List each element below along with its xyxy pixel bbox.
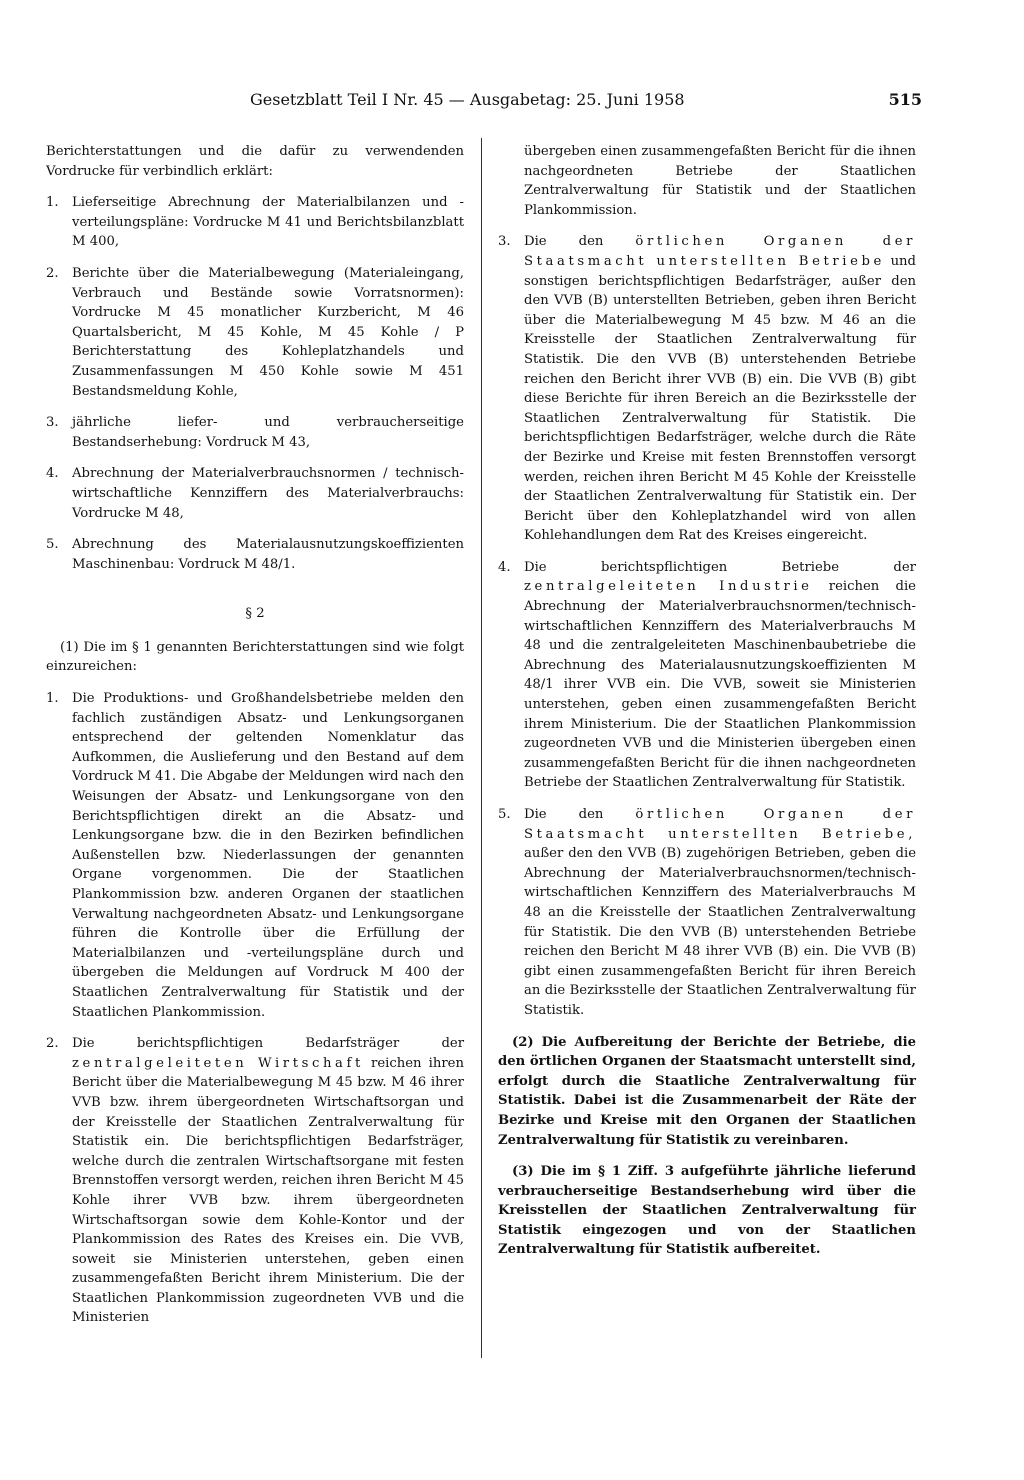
item-text-pre: Die den [524,807,604,822]
item-text: Abrechnung der Materialverbrauchsnormen / technisch-wirtschaftliche Kennziffern des Materialverbrauchs: Vordrucke M 48, [72,466,464,521]
paragraph-2: (2) Die Aufbereitung der Berichte der Betriebe, die den örtlichen Organen der Staatsmacht unterstellt sind, erfolgt durch die Staatliche Zentralverwaltung für Statistik. Dabei ist die Zusammenarbeit der Räte der Bezirke und Kreise mit den Organen der Staatlichen Zentralverwaltung für Statistik zu vereinbaren. [498,1034,916,1148]
item-text-post: und sonstigen berichtspflichtigen Bedarfsträger, außer den den VVB (B) unterstellten Betrieben, geben ihren Bericht über die Materialbewegung M 45 bzw. M 46 an die Kreisstelle der Staatlichen Zentralverwaltung für Statistik. Die den VVB (B) unterstehenden Betriebe reichen den Bericht ihrer VVB (B) ein. Die VVB (B) gibt diese Berichte für ihren Bereich an die Bezirksstelle der Staatlichen Zentralverwaltung für Statistik. Die berichtspflichtigen Bedarfsträger, welche durch die Räte der Bezirke und Kreise mit festen Brennstoffen versorgt werden, reichen ihren Bericht M 45 Kohle der Kreisstelle der Staatlichen Zentralverwaltung für Statistik ein. Der Bericht über den Kohleplatzhandel wird von allen Kohlehandlungen dem Rat des Kreises eingereicht. [524,253,916,544]
list-item [498,558,916,793]
section-heading: § 2 [245,606,265,622]
item-text-spaced: zentralgeleiteten Industrie [524,579,813,595]
item-number: 3. [498,234,511,250]
item-text: Abrechnung des Materialausnutzungskoeffizienten Maschinenbau: Vordruck M 48/1. [72,537,464,572]
item-text-post: reichen ihren Bericht über die Materialbewegung M 45 bzw. M 46 ihrer VVB bzw. ihrem übergeordneten Wirtschaftsorgan und der Kreisstelle der Staatlichen Zentralverwaltung für Statistik ein. Die berichtspflichtigen Bedarfsträger, welche durch die zentralen Wirtschaftsorgane mit festen Brennstoffen versorgt werden, reichen ihren Bericht M 45 Kohle ihrer VVB bzw. ihrem übergeordneten Wirtschaftsorgan sowie dem Kohle-Kontor und der Plankommission des Rates des Kreises ein. Die VVB, soweit sie Ministerien unterstehen, geben einen zusammengefaßten Bericht ihrem Ministerium. Die der Staatlichen Plankommission zugeordneten VVB und die Ministerien [72,1055,464,1326]
item-text: Die Produktions- und Großhandelsbetriebe melden den fachlich zuständigen Absatz- und Lenkungsorganen entsprechend der geltenden Nomenklatur das Aufkommen, die Auslieferung und den Bestand auf dem Vordruck M 41. Die Abgabe der Meldungen wird nach den Weisungen der Absatz- und Lenkungsorgane von den Berichtspflichtigen direkt an die Absatz- und Lenkungsorgane bzw. die in den Bezirken befindlichen Außenstellen bzw. Niederlassungen der genannten Organe vorgenommen. Die der Staatlichen Plankommission bzw. anderen Organen der staatlichen Verwaltung nachgeordneten Absatz- und Lenkungsorgane führen die Kontrolle über die Erfüllung der Materialbilanzen und -verteilungspläne durch und übergeben die Meldungen auf Vordruck M 400 der Staatlichen Zentralverwaltung für Statistik und der Staatlichen Plankommission. [72,691,464,1020]
list-item [498,232,916,546]
item-number: 4. [498,559,511,575]
item-text-pre: Die berichtspflichtigen Bedarfsträger der [72,1036,464,1052]
item-text-spaced: örtlichen Organen der Staatsmacht unterstellten Betriebe, [524,807,917,842]
item-text-pre: Die den [524,234,604,250]
item-text-post: reichen die Abrechnung der Materialverbrauchsnormen/technisch-wirtschaftlichen Kennziffern des Materialverbrauchs M 48 und die zentralgeleiteten Maschinenbaubetriebe die Abrechnung des Materialausnutzungskoeffizienten M 48/1 ihrer VVB ein. Die VVB, soweit sie Ministerien unterstehen, geben einen zusammengefaßten Bericht ihrem Ministerium. Die der Staatlichen Plankommission zugeordneten VVB und die Ministerien übergeben einen zusammengefaßten Bericht für die ihnen nachgeordneten Betriebe der Staatlichen Zentralverwaltung für Statistik. [524,579,916,791]
right-column [498,142,916,1260]
list-item [46,689,464,1022]
header-title: Gesetzblatt Teil I Nr. 45 — Ausgabetag: 25. Juni 1958 [250,90,685,109]
item-number: 3. [46,415,59,431]
item-text [524,558,916,793]
left-column [46,142,464,1328]
list-item [46,193,464,252]
item-text-spaced: örtlichen Organen der Staatsmacht unterstellten Betriebe [524,234,917,269]
item-number: 1. [46,691,59,707]
item-text-post: außer den den VVB (B) zugehörigen Betrieben, geben die Abrechnung der Materialverbrauchsnormen/technisch-wirtschaftlichen Kennziffern des Materialverbrauchs M 48 an die Kreisstelle der Staatlichen Zentralverwaltung für Statistik. Die den VVB (B) unterstehenden Betriebe reichen den Bericht M 48 ihrer VVB (B) ein. Die VVB (B) gibt einen zusammengefaßten Bericht für ihren Bereich an die Bezirksstelle der Staatlichen Zentralverwaltung für Statistik. [524,846,916,1018]
intro-paragraph: Berichterstattungen und die dafür zu verwendenden Vordrucke für verbindlich erklärt: [46,144,464,179]
item-text [524,805,916,1021]
list-item [46,1034,464,1328]
paragraph-1: (1) Die im § 1 genannten Berichterstattungen sind wie folgt einzureichen: [46,639,464,675]
item-text-pre: Die berichtspflichtigen Betriebe der [524,559,916,575]
item-text: jährliche liefer- und verbraucherseitige Bestandserhebung: Vordruck M 43, [72,415,464,450]
paragraph-3: (3) Die im § 1 Ziff. 3 aufgeführte jährliche lieferund verbraucherseitige Bestandserhebung wird über die Kreisstellen der Staatlichen Zentralverwaltung für Statistik eingezogen und von der Staatlichen Zentralverwaltung für Statistik aufbereitet. [498,1164,916,1258]
item-number: 4. [46,466,59,482]
list-item [46,535,464,574]
list-item [46,264,464,401]
list-item [46,413,464,452]
item-number: 2. [46,1036,59,1052]
list-item [46,464,464,523]
item-text: Lieferseitige Abrechnung der Materialbilanzen und -verteilungspläne: Vordrucke M 41 und Berichtsbilanzblatt M 400, [72,195,464,250]
list-item [498,805,916,1021]
item-number: 5. [498,807,511,822]
item-text [72,1034,464,1328]
continued-paragraph: übergeben einen zusammengefaßten Bericht für die ihnen nachgeordneten Betriebe der Staatlichen Zentralverwaltung für Statistik und der Staatlichen Plankommission. [524,144,916,218]
item-text: Berichte über die Materialbewegung (Materialeingang, Verbrauch und Bestände sowie Vorratsnormen): Vordrucke M 45 monatlicher Kurzbericht, M 46 Quartalsbericht, M 45 Kohle, M 45 Kohle / P Berichterstattung des Kohleplatzhandels und Zusammenfassungen M 450 Kohle sowie M 451 Bestandsmeldung Kohle, [72,265,464,399]
column-divider [481,138,482,1358]
item-text-spaced: zentralgeleiteten Wirtschaft [72,1055,364,1071]
page-header [250,88,922,112]
item-number: 1. [46,195,59,211]
page-number: 515 [888,90,922,109]
item-number: 5. [46,537,59,553]
item-text [524,232,916,546]
item-number: 2. [46,265,59,281]
